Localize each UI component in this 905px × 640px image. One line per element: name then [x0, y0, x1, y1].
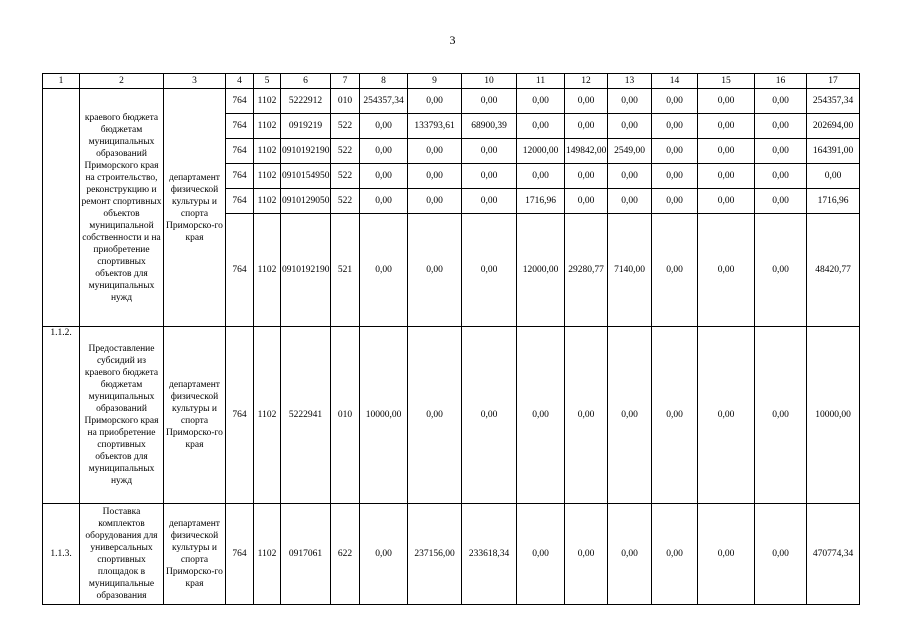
table-cell: 0,00	[408, 189, 462, 214]
table-cell: 1716,96	[517, 189, 565, 214]
table-cell: 0,00	[608, 89, 652, 114]
table-cell: 522	[331, 189, 360, 214]
table-cell: 0,00	[565, 189, 608, 214]
col-header: 4	[226, 74, 254, 89]
budget-table	[42, 73, 860, 605]
header-row	[43, 74, 860, 89]
item-name: краевого бюджета бюджетам муниципальных образований Приморского края на строительство, реконструкцию и ремонт спортивных объектов муниципальной собственности и на приобретение спортивных объектов для муниципальных нужд	[80, 89, 164, 327]
table-cell: 0,00	[462, 214, 517, 327]
table-cell: 0910192190	[281, 139, 331, 164]
table-row	[43, 89, 860, 114]
table-cell: 1102	[254, 504, 281, 605]
table-cell: 764	[226, 189, 254, 214]
table-cell: 0910129050	[281, 189, 331, 214]
col-header: 8	[360, 74, 408, 89]
table-cell: 470774,34	[807, 504, 860, 605]
table-cell: 0,00	[698, 164, 755, 189]
table-cell: 0,00	[698, 89, 755, 114]
table-cell: 0,00	[565, 114, 608, 139]
table-cell: 0,00	[462, 164, 517, 189]
table-cell: 0,00	[517, 89, 565, 114]
table-cell: 10000,00	[807, 327, 860, 504]
table-cell: 0,00	[408, 327, 462, 504]
table-cell: 1716,96	[807, 189, 860, 214]
table-cell: 0,00	[755, 164, 807, 189]
table-cell: 0,00	[408, 164, 462, 189]
table-cell: 0919219	[281, 114, 331, 139]
table-cell: 764	[226, 114, 254, 139]
table-cell: 0,00	[517, 504, 565, 605]
item-name: Поставка комплектов оборудования для универсальных спортивных площадок в муниципальные образования	[80, 504, 164, 605]
table-cell: 5222912	[281, 89, 331, 114]
table-cell: 0,00	[807, 164, 860, 189]
table-row	[43, 504, 860, 605]
table-cell: 0,00	[755, 114, 807, 139]
col-header: 16	[755, 74, 807, 89]
table-cell: 0,00	[517, 327, 565, 504]
table-cell: 2549,00	[608, 139, 652, 164]
table-cell: 1102	[254, 327, 281, 504]
table-cell: 0,00	[360, 164, 408, 189]
col-header: 2	[80, 74, 164, 89]
table-cell: 12000,00	[517, 214, 565, 327]
item-number: 1.1.2.	[43, 327, 80, 504]
col-header: 15	[698, 74, 755, 89]
table-cell: 0,00	[360, 139, 408, 164]
table-cell: 1102	[254, 214, 281, 327]
table-cell: 0,00	[755, 327, 807, 504]
table-cell: 254357,34	[807, 89, 860, 114]
col-header: 10	[462, 74, 517, 89]
table-cell: 0,00	[408, 214, 462, 327]
table-cell: 0,00	[608, 504, 652, 605]
table-cell: 0917061	[281, 504, 331, 605]
col-header: 9	[408, 74, 462, 89]
table-cell: 0,00	[755, 504, 807, 605]
table-cell: 0,00	[517, 164, 565, 189]
table-cell: 1102	[254, 139, 281, 164]
table-cell: 522	[331, 139, 360, 164]
table-cell: 48420,77	[807, 214, 860, 327]
table-cell: 1102	[254, 89, 281, 114]
col-header: 1	[43, 74, 80, 89]
table-cell: 0,00	[608, 327, 652, 504]
table-cell: 233618,34	[462, 504, 517, 605]
table-cell: 0,00	[565, 164, 608, 189]
table-cell: 0,00	[652, 214, 698, 327]
table-cell: 0,00	[517, 114, 565, 139]
table-cell: 7140,00	[608, 214, 652, 327]
table-row	[43, 327, 860, 504]
item-name: Предоставление субсидий из краевого бюджета бюджетам муниципальных образований Приморского края на приобретение спортивных объектов для муниципальных нужд	[80, 327, 164, 504]
table-cell: 764	[226, 139, 254, 164]
table-cell: 10000,00	[360, 327, 408, 504]
table-cell: 0910192190	[281, 214, 331, 327]
table-cell: 0,00	[408, 139, 462, 164]
table-cell: 0,00	[755, 214, 807, 327]
table-cell: 149842,00	[565, 139, 608, 164]
table-cell: 764	[226, 504, 254, 605]
col-header: 12	[565, 74, 608, 89]
table-cell: 254357,34	[360, 89, 408, 114]
table-cell: 0,00	[755, 139, 807, 164]
table-cell: 0,00	[360, 214, 408, 327]
table-cell: 764	[226, 164, 254, 189]
table-cell: 0,00	[408, 89, 462, 114]
table-cell: 237156,00	[408, 504, 462, 605]
table-cell: 522	[331, 164, 360, 189]
table-cell: 0,00	[755, 89, 807, 114]
executor-name: департамент физической культуры и спорта Приморско-го края	[164, 89, 226, 327]
table-cell: 164391,00	[807, 139, 860, 164]
table-cell: 0,00	[652, 139, 698, 164]
col-header: 13	[608, 74, 652, 89]
table-cell: 68900,39	[462, 114, 517, 139]
executor-name: департамент физической культуры и спорта Приморско-го края	[164, 327, 226, 504]
table-cell: 0,00	[565, 89, 608, 114]
table-cell: 0,00	[698, 504, 755, 605]
table-cell: 202694,00	[807, 114, 860, 139]
table-cell: 0,00	[652, 189, 698, 214]
table-cell: 0,00	[755, 189, 807, 214]
table-cell: 0,00	[565, 504, 608, 605]
table-cell: 0,00	[462, 89, 517, 114]
table-cell: 0,00	[652, 164, 698, 189]
table-cell: 0,00	[608, 114, 652, 139]
table-cell: 010	[331, 89, 360, 114]
table-cell: 0,00	[360, 504, 408, 605]
table-cell: 764	[226, 89, 254, 114]
table-cell: 133793,61	[408, 114, 462, 139]
col-header: 7	[331, 74, 360, 89]
table-cell: 0910154950	[281, 164, 331, 189]
table-cell: 0,00	[698, 189, 755, 214]
col-header: 5	[254, 74, 281, 89]
executor-name: департамент физической культуры и спорта Приморско-го края	[164, 504, 226, 605]
table-cell: 1102	[254, 114, 281, 139]
table-cell: 5222941	[281, 327, 331, 504]
table-cell: 0,00	[652, 89, 698, 114]
table-cell: 0,00	[652, 504, 698, 605]
table-cell: 0,00	[608, 189, 652, 214]
table-cell: 12000,00	[517, 139, 565, 164]
table-cell: 622	[331, 504, 360, 605]
table-cell: 0,00	[608, 164, 652, 189]
table-cell: 0,00	[462, 139, 517, 164]
table-cell: 0,00	[652, 327, 698, 504]
table-cell: 764	[226, 214, 254, 327]
col-header: 17	[807, 74, 860, 89]
col-header: 3	[164, 74, 226, 89]
table-cell: 0,00	[652, 114, 698, 139]
item-number-cell	[43, 89, 80, 327]
table-cell: 1102	[254, 189, 281, 214]
table-cell: 764	[226, 327, 254, 504]
table-cell: 0,00	[698, 139, 755, 164]
page-number: 3	[449, 33, 456, 47]
table-cell: 29280,77	[565, 214, 608, 327]
table-cell: 521	[331, 214, 360, 327]
table-cell: 1102	[254, 164, 281, 189]
table-cell: 0,00	[360, 114, 408, 139]
table-cell: 010	[331, 327, 360, 504]
table-cell: 0,00	[698, 327, 755, 504]
col-header: 11	[517, 74, 565, 89]
table-cell: 0,00	[565, 327, 608, 504]
table-cell: 522	[331, 114, 360, 139]
table-cell: 0,00	[698, 114, 755, 139]
item-number: 1.1.3.	[43, 504, 80, 605]
table-cell: 0,00	[360, 189, 408, 214]
col-header: 6	[281, 74, 331, 89]
table-cell: 0,00	[462, 189, 517, 214]
table-cell: 0,00	[462, 327, 517, 504]
col-header: 14	[652, 74, 698, 89]
table-cell: 0,00	[698, 214, 755, 327]
